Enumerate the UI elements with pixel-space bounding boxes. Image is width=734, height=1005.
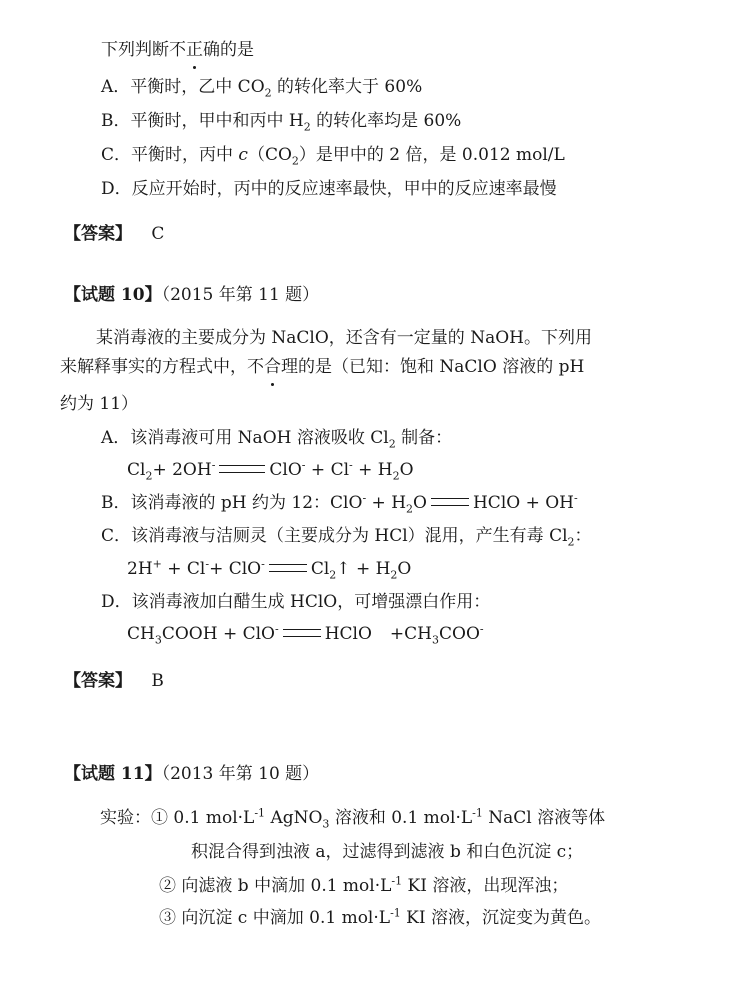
experiment-label: 实验： — [100, 808, 151, 828]
q10-stem-line2: 来解释事实的方程式中，不合理的是（已知：饱和 NaClO 溶液的 pH — [60, 357, 585, 377]
q11-step2: ② 向滤液 b 中滴加 0.1 $mol\cdot L^{-1}$ KI 溶液，出现浑浊； — [159, 874, 569, 896]
step-number: ① — [151, 808, 168, 828]
q10-stem-emphasis: 不合理 — [247, 357, 298, 377]
answer-value: B — [151, 671, 164, 691]
step-number: ③ — [159, 908, 176, 928]
q11-step3: ③ 向沉淀 c 中滴加 0.1 $mol\cdot L^{-1}$ KI 溶液，沉淀变为黄色。 — [159, 906, 602, 928]
q10-option-a-equation: $Cl_2+ 2OH^-$ $ClO^- + Cl^- + H_2O$ — [127, 458, 414, 483]
q9-option-a: A．平衡时，乙中 $CO_2$ 的转化率大于 60% — [101, 77, 423, 100]
q10-option-c-equation: 2H+ + Cl-+ ClO- $Cl_2↑ + H_2O$ — [127, 557, 412, 582]
answer-value: C — [151, 224, 165, 244]
question-number: 【试题 10】 — [64, 285, 162, 305]
q9-option-c: C．平衡时，丙中 $c(CO_2)$是甲中的 2 倍，是 0.012 mol/L — [101, 145, 565, 168]
q9-option-d: D．反应开始时，丙中的反应速率最快，甲中的反应速率最慢 — [101, 179, 557, 199]
q10-stem-line1: 某消毒液的主要成分为 NaClO，还含有一定量的 NaOH。下列用 — [96, 328, 592, 348]
equals-sign — [431, 498, 469, 506]
q9-answer — [64, 222, 164, 246]
q10-option-d: D．该消毒液加白醋生成 HClO，可增强漂白作用： — [101, 592, 491, 612]
equals-sign — [269, 564, 307, 572]
q10-header — [64, 283, 319, 307]
answer-label: 【答案】 — [64, 224, 132, 244]
equals-sign — [219, 465, 265, 473]
q11-step1: 实验：① 0.1 $mol\cdot L^{-1}$ AgNO$_3$ 溶液和 0.1 $mol\cdot L^{-1}$ NaCl 溶液等体 — [100, 806, 606, 831]
question-number: 【试题 11】 — [64, 764, 162, 784]
q11-header — [64, 762, 319, 786]
question-source: （2013 年第 10 题） — [161, 764, 320, 784]
q11-step1-line2: 积混合得到浊液 a，过滤得到滤液 b 和白色沉淀 c； — [191, 842, 584, 862]
q10-stem-line3: 约为 11） — [60, 394, 139, 414]
q10-option-b: B．该消毒液的 pH 约为 12：$ClO^- + H_2O$ HClO + OH- — [101, 491, 578, 516]
equals-sign — [283, 629, 321, 637]
q9-stem — [101, 38, 254, 62]
q10-option-c: C．该消毒液与洁厕灵（主要成分为 HCl）混用，产生有毒 $Cl_2$： — [101, 526, 592, 549]
answer-label: 【答案】 — [64, 671, 132, 691]
question-source: （2015 年第 11 题） — [161, 285, 320, 305]
q9-stem-emphasis: 不正确 — [169, 40, 220, 60]
q9-option-b: B．平衡时，甲中和丙中 $H_2$ 的转化率均是 60% — [101, 111, 462, 134]
q10-answer — [64, 669, 164, 693]
q10-option-d-equation: $CH_3COOH + ClO^-$ HClO $+CH_3COO^-$ — [127, 622, 484, 647]
step-number: ② — [159, 876, 176, 896]
q9-stem-text-end: 的是 — [220, 40, 254, 60]
q9-stem-text: 下列判断 — [101, 40, 169, 60]
q10-option-a: A．该消毒液可用 NaOH 溶液吸收 $Cl_2$ 制备： — [101, 428, 453, 451]
